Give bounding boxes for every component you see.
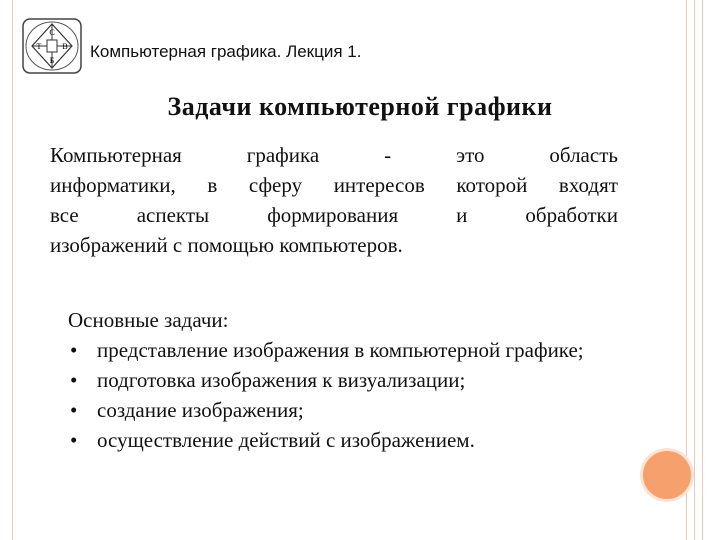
logo-letter-right: В <box>62 42 68 51</box>
right-border-line-3 <box>702 0 703 540</box>
paragraph-word: Компьютерная <box>50 143 182 167</box>
decorative-circle <box>640 448 694 502</box>
task-list-item <box>68 425 628 455</box>
tasks-list <box>68 335 628 455</box>
right-border-line-2 <box>694 0 695 540</box>
task-text: подготовка изображения к визуализации; <box>97 368 466 392</box>
task-text: представление изображения в компьютерной графике; <box>97 338 584 362</box>
paragraph-word: и <box>456 203 468 227</box>
paragraph-word: аспекты <box>136 203 210 227</box>
paragraph-line <box>50 140 618 170</box>
paragraph-word: в <box>207 173 218 197</box>
paragraph-word: информатики, <box>50 173 176 197</box>
bullet-icon: • <box>70 398 78 422</box>
paragraph-word: интересов <box>333 173 425 197</box>
paragraph-line <box>50 200 618 230</box>
left-border-line <box>12 0 13 540</box>
bullet-icon: • <box>70 428 78 452</box>
paragraph-word: формирования <box>267 203 399 227</box>
logo-letter-left: Т <box>36 42 42 51</box>
task-list-item <box>68 365 628 395</box>
slide-title: Задачи компьютерной графики <box>167 92 553 121</box>
task-list-item <box>68 335 628 365</box>
university-logo <box>22 18 82 74</box>
bullet-icon: • <box>70 338 78 362</box>
lecture-header-title: Компьютерная графика. Лекция 1. <box>90 42 362 61</box>
paragraph-word: сферу <box>248 173 303 197</box>
paragraph-word: которой <box>456 173 528 197</box>
paragraph-line <box>50 230 618 260</box>
logo-letter-bottom: Б <box>49 56 55 65</box>
paragraph-word: входят <box>558 173 618 197</box>
bullet-icon: • <box>70 368 78 392</box>
paragraph-word: графика <box>246 143 320 167</box>
main-tasks-block <box>68 305 628 455</box>
task-text: осуществление действий с изображением. <box>97 428 475 452</box>
paragraph-word: область <box>549 143 618 167</box>
logo-letter-top: С <box>49 28 55 37</box>
paragraph-word: обработки <box>525 203 618 227</box>
paragraph-word: изображений с помощью компьютеров. <box>50 233 403 257</box>
paragraph-word: - <box>384 143 392 167</box>
task-list-item <box>68 395 628 425</box>
task-text: создание изображения; <box>97 398 304 422</box>
paragraph-word: это <box>456 143 485 167</box>
paragraph-line <box>50 170 618 200</box>
tasks-heading: Основные задачи: <box>68 308 229 332</box>
paragraph-word: все <box>50 203 79 227</box>
definition-paragraph <box>50 140 618 260</box>
